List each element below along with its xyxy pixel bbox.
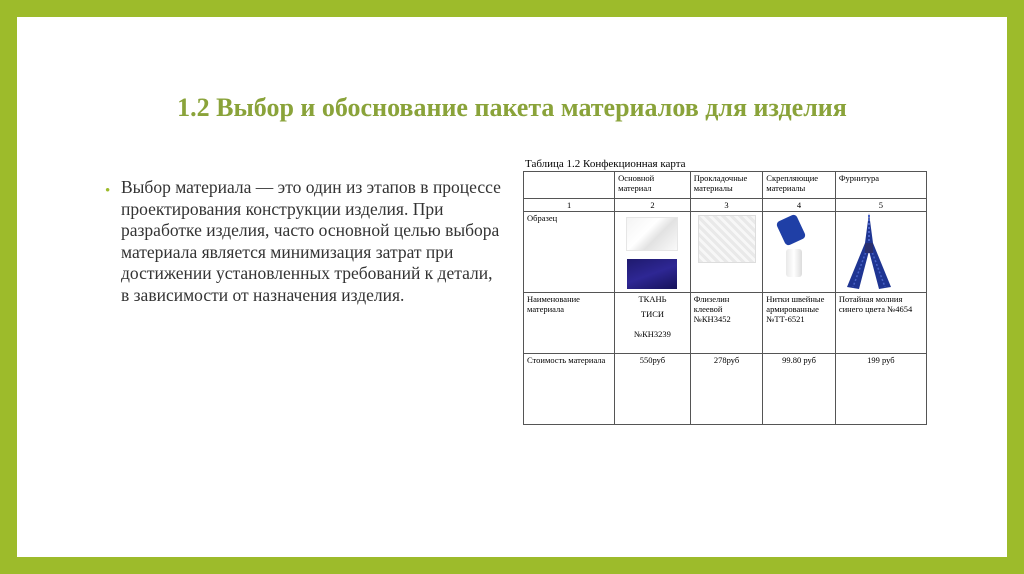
table-number-row: [524, 199, 927, 212]
zipper-image: [839, 213, 899, 289]
bullet-list: [105, 177, 505, 306]
confection-card-table: [523, 171, 927, 425]
interlining-name: Флизелин клеевой №КН3452: [690, 293, 763, 354]
interlining-image: [698, 215, 756, 263]
main-material-name-line1: ТКАНЬ: [638, 294, 667, 304]
threads-name: Нитки швейные армированные №ТТ-6521: [763, 293, 836, 354]
price-threads: 99.80 руб: [763, 354, 836, 425]
sample-interlining-cell: [690, 212, 763, 293]
navy-fabric-image: [627, 259, 677, 289]
table-name-row: [524, 293, 927, 354]
slide-title: 1.2 Выбор и обоснование пакета материалов для изделия: [177, 93, 847, 122]
table-number: 2: [615, 199, 691, 212]
name-label: Наименование материала: [524, 293, 615, 354]
white-thread-spool-image: [786, 249, 802, 277]
name-main-cell: [615, 293, 691, 354]
table-number: 4: [763, 199, 836, 212]
price-fittings: 199 руб: [835, 354, 926, 425]
blue-thread-spool-image: [776, 214, 807, 247]
price-main: 550руб: [615, 354, 691, 425]
sample-threads-cell: [763, 212, 836, 293]
bullet-text: Выбор материала — это один из этапов в процессе проектирования конструкции изделия. При разработке изделия, часто основной целью выбора материала является минимизация затрат при достижении установленных требований к детали, в зависимости от назначения изделия.: [121, 177, 501, 305]
table-number: 5: [835, 199, 926, 212]
slide: [17, 17, 1007, 557]
table-header-interlining: Прокладочные материалы: [690, 172, 763, 199]
table-header-fittings: Фурнитура: [835, 172, 926, 199]
white-fabric-image: [626, 217, 678, 251]
table-price-row: [524, 354, 927, 425]
price-label: Стоимость материала: [524, 354, 615, 425]
price-interlining: 278руб: [690, 354, 763, 425]
sample-label: Образец: [524, 212, 615, 293]
fittings-name: Потайная молния синего цвета №4654: [835, 293, 926, 354]
table-cell: [524, 172, 615, 199]
sample-fittings-cell: [835, 212, 926, 293]
main-material-code: №КН3239: [634, 329, 671, 339]
table-number: 3: [690, 199, 763, 212]
bullet-marker: •: [105, 183, 111, 199]
table-header-row: [524, 172, 927, 199]
table-header-fastening: Скрепляющие материалы: [763, 172, 836, 199]
sample-main-cell: [615, 212, 691, 293]
table-header-main: Основной материал: [615, 172, 691, 199]
table-caption: Таблица 1.2 Конфекционная карта: [525, 158, 686, 170]
main-material-name-line2: ТИСИ: [640, 309, 665, 319]
table-sample-row: [524, 212, 927, 293]
table-number: 1: [524, 199, 615, 212]
